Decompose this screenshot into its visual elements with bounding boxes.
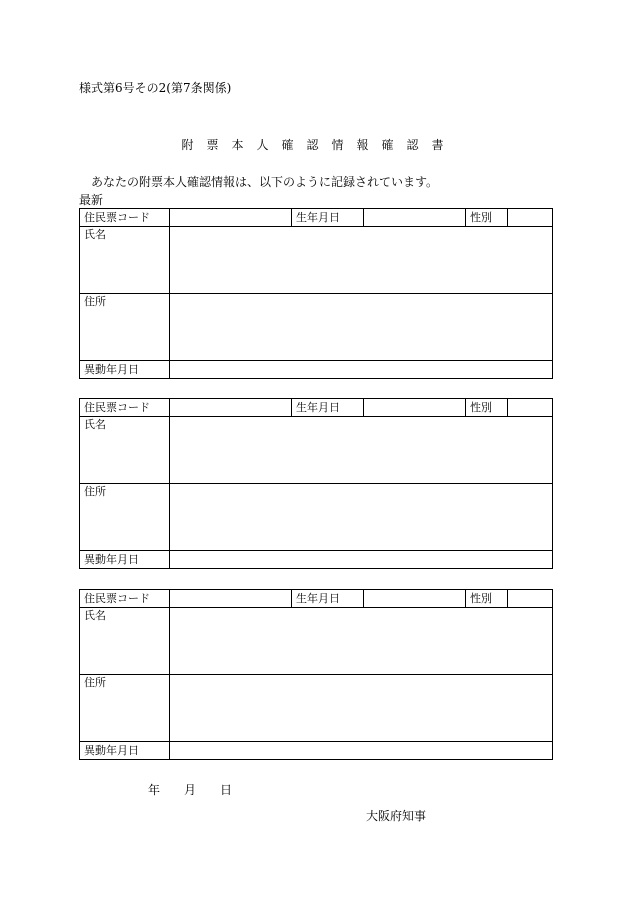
record-table-2	[79, 398, 553, 569]
birth-date-value	[364, 399, 466, 417]
address-value	[170, 294, 553, 361]
form-number: 様式第6号その2(第7条関係)	[79, 81, 232, 95]
resident-code-label: 住民票コード	[80, 590, 170, 608]
year-label: 年	[148, 783, 161, 797]
address-value	[170, 675, 553, 742]
month-label: 月	[184, 783, 197, 797]
address-label: 住所	[80, 484, 170, 551]
gender-label: 性別	[466, 209, 508, 227]
issuer-name: 大阪府知事	[366, 809, 427, 823]
birth-date-value	[364, 209, 466, 227]
resident-code-label: 住民票コード	[80, 209, 170, 227]
record-table-1	[79, 208, 553, 379]
address-label: 住所	[80, 294, 170, 361]
change-date-value	[170, 361, 553, 379]
resident-code-label: 住民票コード	[80, 399, 170, 417]
change-date-label: 異動年月日	[80, 551, 170, 569]
gender-label: 性別	[466, 399, 508, 417]
resident-code-value	[170, 209, 292, 227]
record-table-3	[79, 589, 553, 760]
gender-value	[508, 590, 553, 608]
day-label: 日	[220, 783, 233, 797]
birth-date-value	[364, 590, 466, 608]
gender-value	[508, 209, 553, 227]
change-date-value	[170, 551, 553, 569]
intro-text: あなたの附票本人確認情報は、以下のように記録されています。	[91, 175, 439, 189]
document-title: 附票本人確認情報確認書	[181, 138, 457, 152]
name-value	[170, 227, 553, 294]
issue-date-line	[148, 782, 232, 798]
gender-value	[508, 399, 553, 417]
birth-date-label: 生年月日	[292, 399, 364, 417]
name-value	[170, 608, 553, 675]
birth-date-label: 生年月日	[292, 590, 364, 608]
name-label: 氏名	[80, 608, 170, 675]
latest-label: 最新	[79, 193, 104, 207]
name-value	[170, 417, 553, 484]
change-date-value	[170, 742, 553, 760]
name-label: 氏名	[80, 417, 170, 484]
resident-code-value	[170, 399, 292, 417]
change-date-label: 異動年月日	[80, 742, 170, 760]
name-label: 氏名	[80, 227, 170, 294]
gender-label: 性別	[466, 590, 508, 608]
change-date-label: 異動年月日	[80, 361, 170, 379]
birth-date-label: 生年月日	[292, 209, 364, 227]
address-value	[170, 484, 553, 551]
address-label: 住所	[80, 675, 170, 742]
resident-code-value	[170, 590, 292, 608]
